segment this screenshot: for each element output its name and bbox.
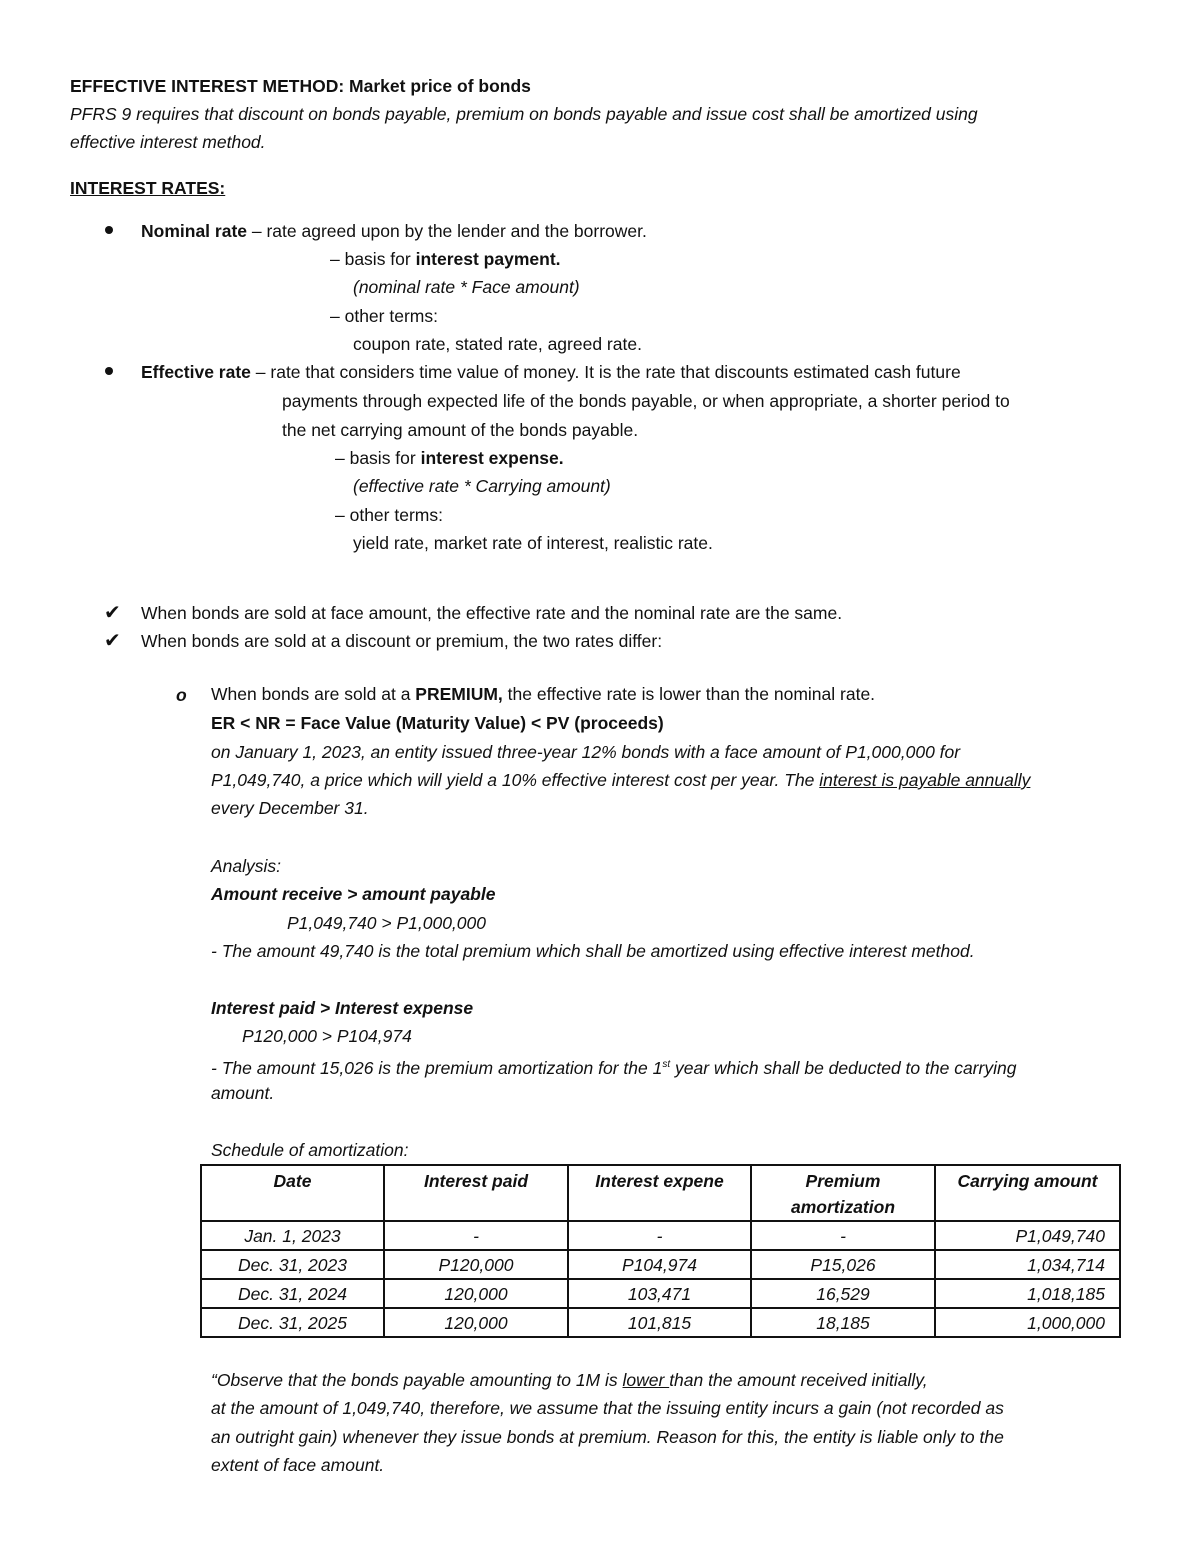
cell-date: Dec. 31, 2024	[201, 1279, 384, 1308]
effective-other-terms-label: – other terms:	[335, 505, 443, 525]
cell-interest-expense: 103,471	[568, 1279, 751, 1308]
cell-date: Jan. 1, 2023	[201, 1221, 384, 1250]
cell-interest-expense: 101,815	[568, 1308, 751, 1337]
checkmark-icon: ✔	[104, 602, 121, 624]
bullet-dot	[105, 226, 113, 234]
cell-interest-expense: -	[568, 1221, 751, 1250]
analysis-note-2-line-2: amount.	[211, 1083, 275, 1103]
cell-premium-amortization: 16,529	[751, 1279, 935, 1308]
cell-premium-amortization: -	[751, 1221, 935, 1250]
observation-line-1: “Observe that the bonds payable amounting to 1M is lower than the amount received initially,	[211, 1370, 928, 1390]
cell-interest-expense: P104,974	[568, 1250, 751, 1279]
page-title: EFFECTIVE INTEREST METHOD: Market price of bonds	[70, 76, 531, 96]
amortization-table	[200, 1164, 1121, 1338]
premium-relation: ER < NR = Face Value (Maturity Value) < PV (proceeds)	[211, 713, 664, 733]
cell-interest-paid: 120,000	[384, 1279, 568, 1308]
cell-interest-paid: P120,000	[384, 1250, 568, 1279]
table-row	[201, 1250, 1120, 1279]
effective-other-terms: yield rate, market rate of interest, realistic rate.	[353, 533, 713, 553]
analysis-heading-2: Interest paid > Interest expense	[211, 998, 474, 1018]
check-item-2: When bonds are sold at a discount or premium, the two rates differ:	[141, 631, 663, 651]
cell-date: Dec. 31, 2025	[201, 1308, 384, 1337]
table-row	[201, 1308, 1120, 1337]
table-row	[201, 1279, 1120, 1308]
analysis-compare-1: P1,049,740 > P1,000,000	[287, 913, 486, 933]
table-row	[201, 1221, 1120, 1250]
cell-carrying-amount: 1,000,000	[935, 1308, 1120, 1337]
analysis-note-1: - The amount 49,740 is the total premium which shall be amortized using effective interest method.	[211, 941, 975, 961]
table-header-row	[201, 1165, 1120, 1221]
schedule-caption: Schedule of amortization:	[211, 1140, 409, 1160]
premium-statement: When bonds are sold at a PREMIUM, the effective rate is lower than the nominal rate.	[211, 684, 876, 704]
example-line-2: P1,049,740, a price which will yield a 10% effective interest cost per year. The interest is payable annually	[211, 770, 1031, 790]
circle-bullet-icon: o	[176, 685, 187, 705]
analysis-note-2: - The amount 15,026 is the premium amortization for the 1st year which shall be deducted to the carrying	[211, 1057, 1017, 1078]
nominal-other-terms: coupon rate, stated rate, agreed rate.	[353, 334, 642, 354]
col-header-premium-amortization: Premium amortization	[751, 1165, 935, 1221]
cell-interest-paid: -	[384, 1221, 568, 1250]
effective-basis: – basis for interest expense.	[335, 448, 564, 468]
nominal-other-terms-label: – other terms:	[330, 306, 438, 326]
col-header-date: Date	[201, 1165, 384, 1221]
observation-line-2: at the amount of 1,049,740, therefore, we assume that the issuing entity incurs a gain (not recorded as	[211, 1398, 1004, 1418]
cell-date: Dec. 31, 2023	[201, 1250, 384, 1279]
cell-carrying-amount: 1,034,714	[935, 1250, 1120, 1279]
observation-line-3: an outright gain) whenever they issue bonds at premium. Reason for this, the entity is liable only to the	[211, 1427, 1004, 1447]
bullet-dot	[105, 367, 113, 375]
check-item-1: When bonds are sold at face amount, the effective rate and the nominal rate are the same.	[141, 603, 843, 623]
effective-definition-line-2: payments through expected life of the bonds payable, or when appropriate, a shorter period to	[282, 391, 1010, 411]
section-heading: INTEREST RATES:	[70, 178, 226, 198]
cell-carrying-amount: 1,018,185	[935, 1279, 1120, 1308]
col-header-interest-expense: Interest expene	[568, 1165, 751, 1221]
cell-interest-paid: 120,000	[384, 1308, 568, 1337]
effective-rate-definition: Effective rate – rate that considers time value of money. It is the rate that discounts estimated cash future	[141, 362, 961, 382]
cell-carrying-amount: P1,049,740	[935, 1221, 1120, 1250]
col-header-interest-paid: Interest paid	[384, 1165, 568, 1221]
nominal-formula: (nominal rate * Face amount)	[353, 277, 580, 297]
checkmark-icon: ✔	[104, 630, 121, 652]
nominal-basis: – basis for interest payment.	[330, 249, 561, 269]
effective-definition-line-3: the net carrying amount of the bonds payable.	[282, 420, 639, 440]
effective-formula: (effective rate * Carrying amount)	[353, 476, 611, 496]
analysis-label: Analysis:	[211, 856, 282, 876]
nominal-rate-definition: Nominal rate – rate agreed upon by the lender and the borrower.	[141, 221, 647, 241]
col-header-carrying-amount: Carrying amount	[935, 1165, 1120, 1221]
cell-premium-amortization: P15,026	[751, 1250, 935, 1279]
intro-line-2: effective interest method.	[70, 132, 266, 152]
observation-line-4: extent of face amount.	[211, 1455, 385, 1475]
example-line-1: on January 1, 2023, an entity issued three-year 12% bonds with a face amount of P1,000,000 for	[211, 742, 961, 762]
example-line-3: every December 31.	[211, 798, 369, 818]
analysis-heading-1: Amount receive > amount payable	[211, 884, 496, 904]
analysis-compare-2: P120,000 > P104,974	[242, 1026, 412, 1046]
intro-line-1: PFRS 9 requires that discount on bonds payable, premium on bonds payable and issue cost shall be amortized using	[70, 104, 978, 124]
cell-premium-amortization: 18,185	[751, 1308, 935, 1337]
